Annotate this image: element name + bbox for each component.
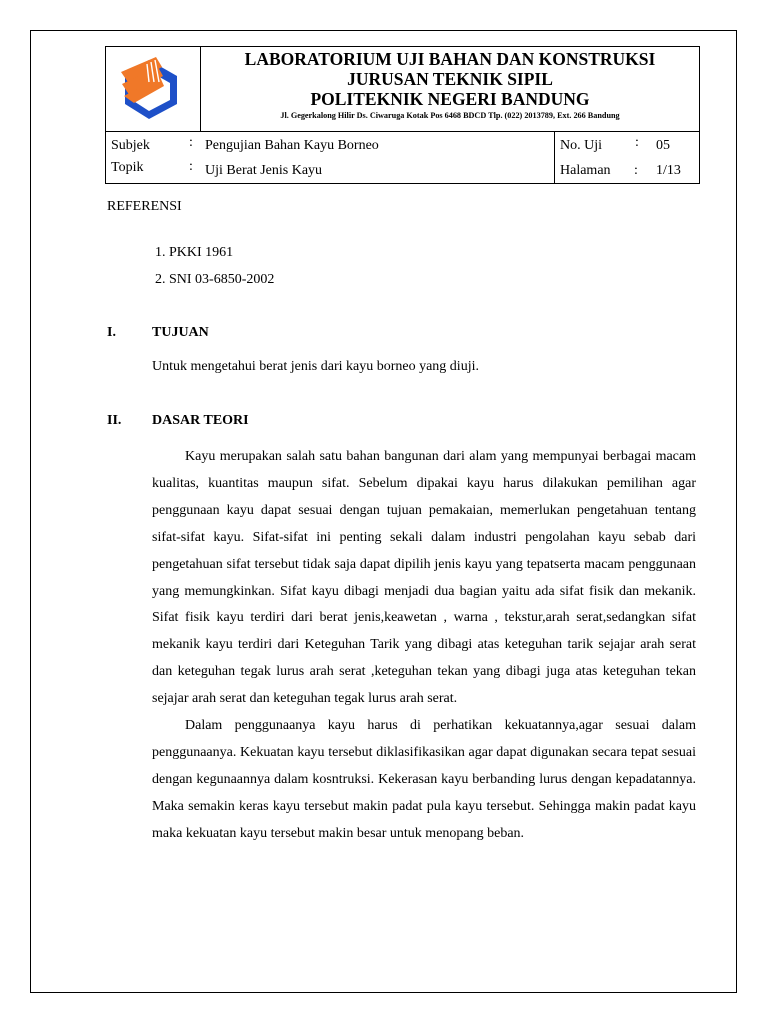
references-heading: REFERENSI xyxy=(107,199,182,214)
page-colon: : xyxy=(634,163,638,178)
theory-body xyxy=(152,444,696,848)
theory-paragraph: Dalam penggunaanya kayu harus di perhatikan kekuatannya,agar sesuai dalam penggunaanya. Kekuatan kayu tersebut diklasifikasikan agar dapat digunakan secara tepat sesuai dengan kegunaannya dalam kosntruksi. Kekerasan kayu berbanding lurus dengan kepadatannya. Maka semakin keras kayu tersebut makin padat pula kayu tersebut. Sehingga makin padat kayu maka kekuatan kayu tersebut makin besar untuk menopang beban. xyxy=(152,718,696,841)
polban-logo-icon xyxy=(118,56,184,122)
subject-label: Subjek xyxy=(111,138,150,153)
logo-cell xyxy=(106,47,201,131)
lab-title: LABORATORIUM UJI BAHAN DAN KONSTRUKSI xyxy=(244,49,656,69)
topic-label: Topik xyxy=(111,160,144,175)
subject-value: Pengujian Bahan Kayu Borneo xyxy=(205,138,379,153)
reference-item: 2. SNI 03-6850-2002 xyxy=(155,272,275,287)
objective-text: Untuk mengetahui berat jenis dari kayu borneo yang diuji. xyxy=(152,359,479,374)
header-column-divider xyxy=(554,131,555,183)
test-number-colon: : xyxy=(635,135,639,150)
theory-paragraph: Kayu merupakan salah satu bahan bangunan dari alam yang mempunyai berbagai macam kualitas, kuantitas maupun sifat. Sebelum dipakai kayu harus dilakukan pemilihan agar penggunaan kayu dapat sesuai dengan tujuan pemakaian, memerlukan pengetahuan tentang sifat-sifat kayu. Sifat-sifat ini penting sekali dalam industri pengolahan kayu sebab dari pengetahuan sifat tersebut tidak saja dapat dipilih jenis kayu yang tepatserta macam penggunaan yang memungkinkan. Sifat kayu dibagi menjadi dua bagian yaitu ada sifat fisik dan mekanik. Sifat fisik kayu terdiri dari berat jenis,keawetan , warna , tekstur,arah serat,sedangkan sifat mekanik kayu terdiri dari Keteguhan Tarik yang dibagi atas keteguhan tarik sejajar arah serat dan keteguhan tegak lurus arah serat ,keteguhan tekan yang dibagi juga atas keteguhan tekan sejajar arah serat dan keteguhan tegak lurus arah serat. xyxy=(152,449,696,707)
test-number-value: 05 xyxy=(656,138,670,153)
topic-colon: : xyxy=(189,159,193,174)
section-2-title: DASAR TEORI xyxy=(152,413,249,428)
topic-value: Uji Berat Jenis Kayu xyxy=(205,163,323,178)
header-title-block xyxy=(201,47,699,131)
page-value: 1/13 xyxy=(656,163,681,178)
subject-colon: : xyxy=(189,135,193,150)
page-label: Halaman xyxy=(560,163,611,178)
section-1-number: I. xyxy=(107,325,116,340)
section-2-number: II. xyxy=(107,413,122,428)
test-number-label: No. Uji xyxy=(560,138,602,153)
reference-item: 1. PKKI 1961 xyxy=(155,245,234,260)
institution-address: Jl. Gegerkalong Hilir Ds. Ciwaruga Kotak Pos 6468 BDCD Tlp. (022) 2013789, Ext. 266 Bandung xyxy=(280,111,620,120)
department-title: JURUSAN TEKNIK SIPIL xyxy=(347,69,553,89)
institution-title: POLITEKNIK NEGERI BANDUNG xyxy=(310,89,590,109)
document-header xyxy=(105,46,700,184)
section-1-title: TUJUAN xyxy=(152,325,209,340)
header-divider xyxy=(106,131,699,132)
